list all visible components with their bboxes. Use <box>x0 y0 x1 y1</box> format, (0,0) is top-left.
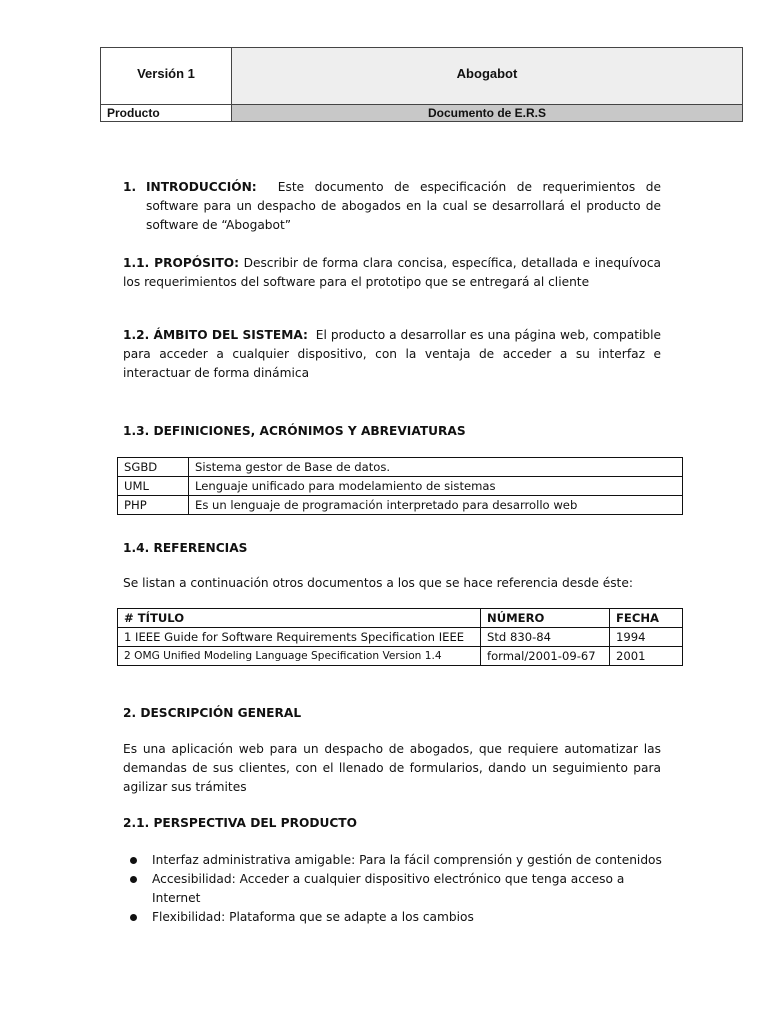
list-item-text: Flexibilidad: Plataforma que se adapte a los cambios <box>152 910 474 924</box>
scope-heading: 1.2. ÁMBITO DEL SISTEMA: <box>123 328 308 342</box>
ref-number: Std 830-84 <box>481 628 610 647</box>
table-row <box>118 628 683 647</box>
intro-text: Este documento de especificación de requerimientos de software para un despacho de abogados en la cual se desarrollará el producto de software de “Abogabot” <box>146 180 662 232</box>
table-row <box>118 647 683 666</box>
bullet-icon <box>130 914 137 921</box>
definitions-heading: 1.3. DEFINICIONES, ACRÓNIMOS Y ABREVIATURAS <box>123 424 466 438</box>
table-row <box>118 609 683 628</box>
references-intro: Se listan a continuación otros documentos a los que se hace referencia desde éste: <box>123 576 633 590</box>
perspective-heading: 2.1. PERSPECTIVA DEL PRODUCTO <box>123 816 357 830</box>
table-row <box>118 458 683 477</box>
table-row <box>118 496 683 515</box>
references-table <box>117 608 683 666</box>
general-heading: 2. DESCRIPCIÓN GENERAL <box>123 706 302 720</box>
def-desc: Sistema gestor de Base de datos. <box>189 458 683 477</box>
intro-number: 1. <box>123 180 137 194</box>
version-cell: Versión 1 <box>101 48 232 105</box>
list-item-text: Accesibilidad: Acceder a cualquier dispositivo electrónico que tenga acceso a Internet <box>152 872 625 905</box>
scope-section <box>123 326 661 383</box>
purpose-text: Describir de forma clara concisa, específica, detallada e inequívoca los requerimientos del software para el prototipo que se entregará al cliente <box>123 256 662 289</box>
table-row <box>118 477 683 496</box>
perspective-list <box>123 851 668 927</box>
document-header <box>100 47 743 122</box>
list-item <box>123 851 668 870</box>
def-desc: Lenguaje unificado para modelamiento de sistemas <box>189 477 683 496</box>
scope-text: El producto a desarrollar es una página web, compatible para acceder a cualquier dispositivo, con la ventaja de acceder a su interfaz e interactuar de forma dinámica <box>123 328 662 380</box>
title-cell: Abogabot <box>232 48 743 105</box>
ref-header-title: # TÍTULO <box>118 609 481 628</box>
references-heading: 1.4. REFERENCIAS <box>123 541 248 555</box>
ref-header-number: NÚMERO <box>481 609 610 628</box>
list-item <box>123 870 668 908</box>
definitions-table <box>117 457 683 515</box>
intro-heading: INTRODUCCIÓN: <box>146 180 257 194</box>
bullet-icon <box>130 857 137 864</box>
def-term: SGBD <box>118 458 189 477</box>
def-term: PHP <box>118 496 189 515</box>
purpose-heading: 1.1. PROPÓSITO: <box>123 256 239 270</box>
ref-header-date: FECHA <box>610 609 683 628</box>
product-label-cell: Producto <box>101 105 232 122</box>
ref-number: formal/2001-09-67 <box>481 647 610 666</box>
bullet-icon <box>130 876 137 883</box>
def-desc: Es un lenguaje de programación interpretado para desarrollo web <box>189 496 683 515</box>
ref-date: 2001 <box>610 647 683 666</box>
ref-title: 2 OMG Unified Modeling Language Specification Version 1.4 <box>118 647 481 666</box>
doc-label-cell: Documento de E.R.S <box>232 105 743 122</box>
purpose-section <box>123 254 661 292</box>
list-item-text: Interfaz administrativa amigable: Para la fácil comprensión y gestión de contenidos <box>152 853 662 867</box>
ref-date: 1994 <box>610 628 683 647</box>
ref-title: 1 IEEE Guide for Software Requirements Specification IEEE <box>118 628 481 647</box>
def-term: UML <box>118 477 189 496</box>
general-text: Es una aplicación web para un despacho de abogados, que requiere automatizar las demandas de sus clientes, con el llenado de formularios, dando un seguimiento para agilizar sus trámites <box>123 742 661 794</box>
intro-section <box>123 178 661 235</box>
list-item <box>123 908 668 927</box>
